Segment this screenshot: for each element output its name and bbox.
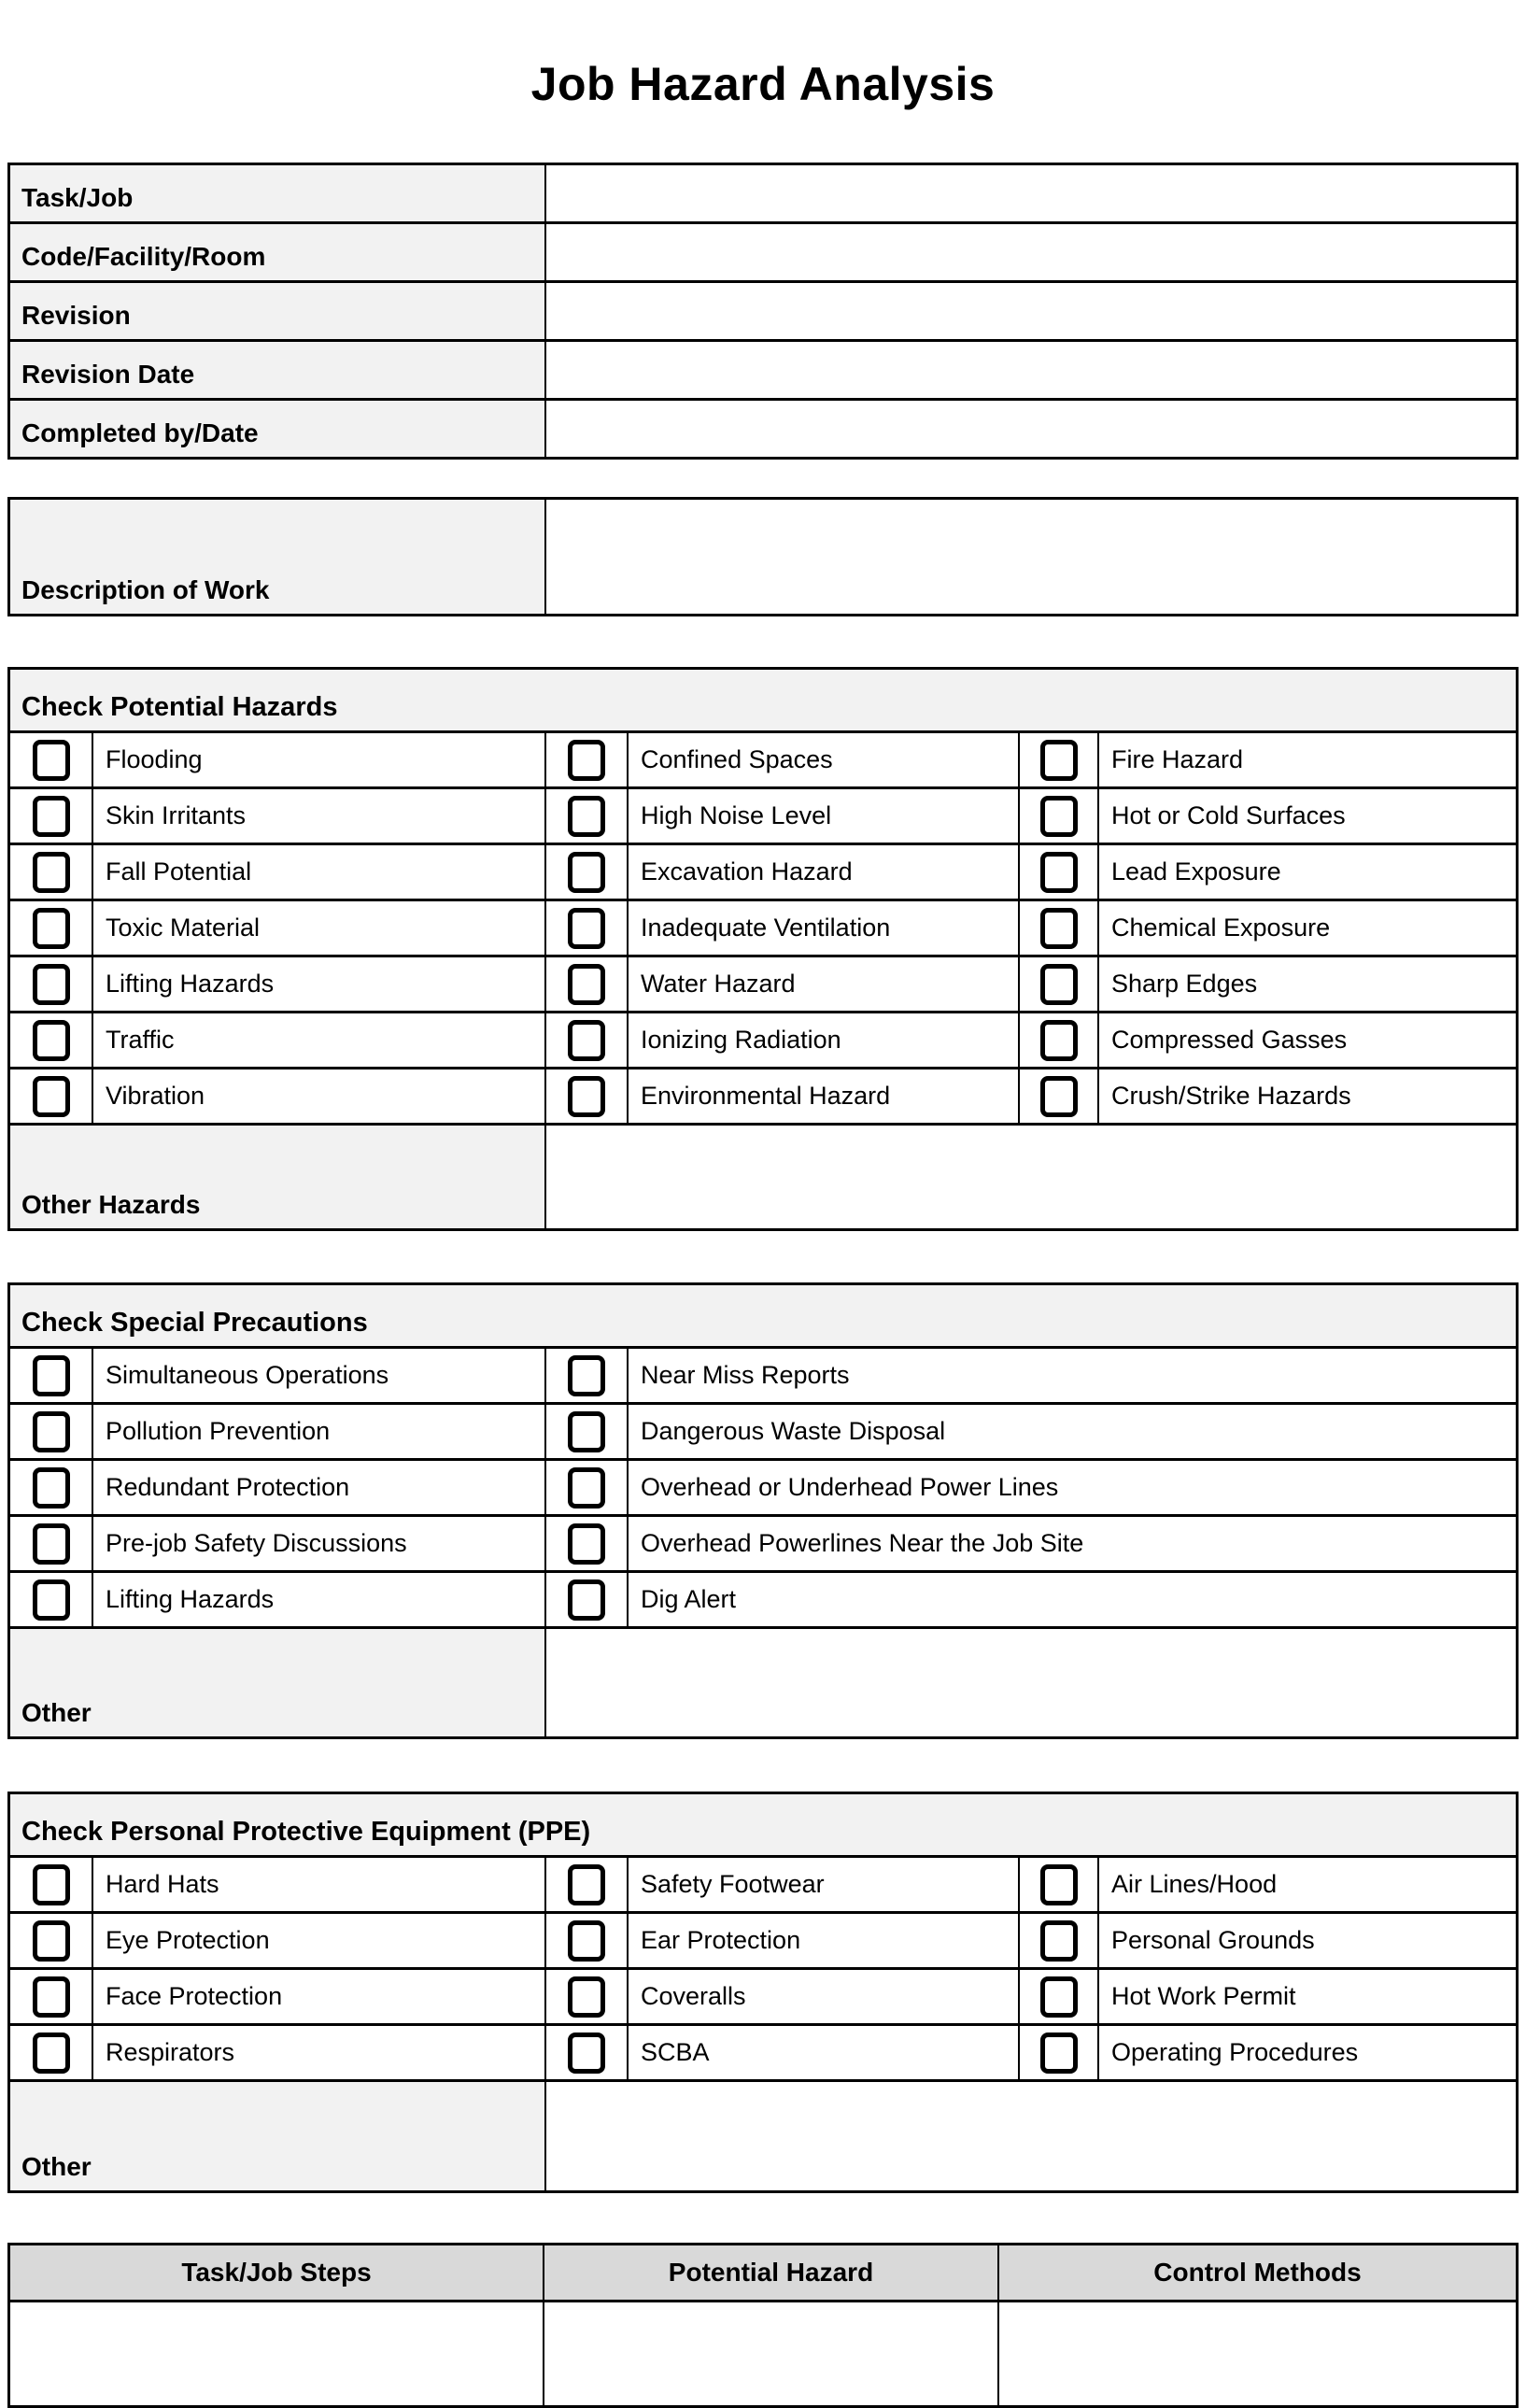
hazard-label: Toxic Material (92, 901, 544, 955)
hazard-label: Flooding (92, 733, 544, 786)
precautions-section-header: Check Special Precautions (10, 1285, 1516, 1346)
other-precautions-field[interactable] (544, 1629, 1516, 1736)
hazard-label: Traffic (92, 1013, 544, 1067)
hazard-cb-cell (10, 789, 92, 843)
revision-field[interactable] (544, 283, 1516, 339)
other-ppe-row (10, 2079, 1516, 2190)
hazard-cb-cell (544, 957, 627, 1011)
hazard-cb-cell (544, 1069, 627, 1123)
ppe-section-header: Check Personal Protective Equipment (PPE) (10, 1794, 1516, 1855)
ppe-label: Personal Grounds (1097, 1914, 1516, 1967)
checkbox-eye-protection[interactable] (33, 1920, 70, 1962)
ppe-row-4 (10, 2023, 1516, 2079)
ppe-cb-cell (1018, 2026, 1097, 2079)
checkbox-dangerous-waste-disposal[interactable] (568, 1411, 605, 1452)
checkbox-flooding[interactable] (33, 740, 70, 781)
precaution-label: Pre-job Safety Discussions (92, 1517, 544, 1570)
special-precautions-table (7, 1282, 1519, 1739)
checkbox-air-lines-hood[interactable] (1040, 1864, 1078, 1905)
precaution-label: Simultaneous Operations (92, 1349, 544, 1402)
other-hazards-label: Other Hazards (10, 1126, 544, 1228)
info-row-completed-by-date (10, 398, 1516, 457)
description-table (7, 497, 1519, 616)
ppe-cb-cell (544, 2026, 627, 2079)
precaution-cb-cell (544, 1461, 627, 1514)
hazard-label: Fall Potential (92, 845, 544, 899)
ppe-label: Operating Procedures (1097, 2026, 1516, 2079)
checkbox-pre-job-safety-discussions[interactable] (33, 1523, 70, 1565)
info-row-code-facility-room (10, 221, 1516, 280)
checkbox-hard-hats[interactable] (33, 1864, 70, 1905)
precaution-label: Overhead Powerlines Near the Job Site (627, 1517, 1516, 1570)
hazard-label: Crush/Strike Hazards (1097, 1069, 1516, 1123)
checkbox-inadequate-ventilation[interactable] (568, 908, 605, 949)
ppe-label: SCBA (627, 2026, 1018, 2079)
hazard-label: Environmental Hazard (627, 1069, 1018, 1123)
checkbox-fall-potential[interactable] (33, 852, 70, 893)
ppe-label: Hot Work Permit (1097, 1970, 1516, 2023)
page-title: Job Hazard Analysis (530, 58, 996, 110)
precaution-row-1 (10, 1346, 1516, 1402)
precaution-cb-cell (10, 1573, 92, 1626)
hazard-cb-cell (1018, 1013, 1097, 1067)
description-row (10, 500, 1516, 614)
ppe-cb-cell (544, 1914, 627, 1967)
info-row-revision-date (10, 339, 1516, 398)
ppe-label: Face Protection (92, 1970, 544, 2023)
checkbox-water-hazard[interactable] (568, 964, 605, 1005)
ppe-cb-cell (544, 1970, 627, 2023)
checkbox-vibration[interactable] (33, 1076, 70, 1117)
checkbox-overhead-or-underhead-power-lines[interactable] (568, 1467, 605, 1509)
hazard-label: Water Hazard (627, 957, 1018, 1011)
task-job-field[interactable] (544, 165, 1516, 221)
hazard-cb-cell (1018, 789, 1097, 843)
ppe-cb-cell (1018, 1970, 1097, 2023)
other-precautions-label: Other (10, 1629, 544, 1736)
checkbox-simultaneous-operations[interactable] (33, 1355, 70, 1396)
precaution-label: Pollution Prevention (92, 1405, 544, 1458)
potential-hazard-header: Potential Hazard (543, 2245, 997, 2300)
ppe-cb-cell (10, 1970, 92, 2023)
ppe-row-2 (10, 1911, 1516, 1967)
precaution-row-2 (10, 1402, 1516, 1458)
potential-hazards-table (7, 667, 1519, 1231)
hazard-label: Compressed Gasses (1097, 1013, 1516, 1067)
checkbox-lifting-hazards-precaution[interactable] (33, 1579, 70, 1621)
checkbox-confined-spaces[interactable] (568, 740, 605, 781)
code-facility-room-field[interactable] (544, 224, 1516, 280)
other-precautions-row (10, 1626, 1516, 1736)
precaution-cb-cell (10, 1461, 92, 1514)
precaution-cb-cell (10, 1517, 92, 1570)
ppe-label: Hard Hats (92, 1858, 544, 1911)
checkbox-excavation-hazard[interactable] (568, 852, 605, 893)
potential-hazard-field[interactable] (543, 2302, 997, 2405)
ppe-cb-cell (1018, 1858, 1097, 1911)
task-job-label: Task/Job (10, 165, 544, 221)
checkbox-toxic-material[interactable] (33, 908, 70, 949)
description-of-work-field[interactable] (544, 500, 1516, 614)
hazard-cb-cell (10, 901, 92, 955)
ppe-row-3 (10, 1967, 1516, 2023)
checkbox-lead-exposure[interactable] (1040, 852, 1078, 893)
ppe-cb-cell (10, 1914, 92, 1967)
checkbox-pollution-prevention[interactable] (33, 1411, 70, 1452)
hazard-label: Skin Irritants (92, 789, 544, 843)
info-table (7, 163, 1519, 460)
hazard-cb-cell (10, 733, 92, 786)
ppe-cb-cell (10, 2026, 92, 2079)
control-methods-field[interactable] (997, 2302, 1516, 2405)
hazard-cb-cell (1018, 733, 1097, 786)
code-facility-room-label: Code/Facility/Room (10, 224, 544, 280)
checkbox-fire-hazard[interactable] (1040, 740, 1078, 781)
steps-header-row (10, 2245, 1516, 2300)
checkbox-respirators[interactable] (33, 2033, 70, 2074)
revision-label: Revision (10, 283, 544, 339)
precaution-row-3 (10, 1458, 1516, 1514)
precaution-cb-cell (544, 1573, 627, 1626)
control-methods-header: Control Methods (997, 2245, 1516, 2300)
ppe-label: Air Lines/Hood (1097, 1858, 1516, 1911)
hazard-cb-cell (544, 789, 627, 843)
hazard-label: Fire Hazard (1097, 733, 1516, 786)
hazard-row-2 (10, 786, 1516, 843)
task-job-steps-header: Task/Job Steps (10, 2245, 543, 2300)
hazard-row-7 (10, 1067, 1516, 1123)
checkbox-lifting-hazards[interactable] (33, 964, 70, 1005)
checkbox-high-noise-level[interactable] (568, 796, 605, 837)
checkbox-compressed-gasses[interactable] (1040, 1020, 1078, 1061)
hazard-cb-cell (10, 1013, 92, 1067)
checkbox-hot-work-permit[interactable] (1040, 1976, 1078, 2018)
hazard-label: Inadequate Ventilation (627, 901, 1018, 955)
ppe-label: Coveralls (627, 1970, 1018, 2023)
hazard-row-5 (10, 955, 1516, 1011)
hazard-label: Vibration (92, 1069, 544, 1123)
checkbox-crush-strike-hazards[interactable] (1040, 1076, 1078, 1117)
checkbox-ionizing-radiation[interactable] (568, 1020, 605, 1061)
hazard-label: Chemical Exposure (1097, 901, 1516, 955)
info-row-revision (10, 280, 1516, 339)
completed-by-date-field[interactable] (544, 401, 1516, 457)
precaution-row-4 (10, 1514, 1516, 1570)
hazard-label: Ionizing Radiation (627, 1013, 1018, 1067)
checkbox-environmental-hazard[interactable] (568, 1076, 605, 1117)
hazards-section-header: Check Potential Hazards (10, 670, 1516, 730)
description-of-work-label: Description of Work (10, 500, 544, 614)
checkbox-safety-footwear[interactable] (568, 1864, 605, 1905)
hazard-label: Sharp Edges (1097, 957, 1516, 1011)
other-hazards-field[interactable] (544, 1126, 1516, 1228)
task-job-steps-field[interactable] (10, 2302, 543, 2405)
checkbox-skin-irritants[interactable] (33, 796, 70, 837)
checkbox-hot-or-cold-surfaces[interactable] (1040, 796, 1078, 837)
checkbox-traffic[interactable] (33, 1020, 70, 1061)
precaution-label: Overhead or Underhead Power Lines (627, 1461, 1516, 1514)
hazard-cb-cell (1018, 845, 1097, 899)
hazard-cb-cell (544, 845, 627, 899)
hazard-cb-cell (544, 733, 627, 786)
ppe-cb-cell (1018, 1914, 1097, 1967)
hazard-cb-cell (1018, 1069, 1097, 1123)
revision-date-label: Revision Date (10, 342, 544, 398)
hazard-label: Confined Spaces (627, 733, 1018, 786)
checkbox-chemical-exposure[interactable] (1040, 908, 1078, 949)
ppe-row-1 (10, 1855, 1516, 1911)
precaution-label: Dangerous Waste Disposal (627, 1405, 1516, 1458)
other-ppe-field[interactable] (544, 2082, 1516, 2190)
ppe-cb-cell (544, 1858, 627, 1911)
hazard-label: Lifting Hazards (92, 957, 544, 1011)
precaution-label: Near Miss Reports (627, 1349, 1516, 1402)
ppe-label: Safety Footwear (627, 1858, 1018, 1911)
precaution-cb-cell (544, 1349, 627, 1402)
steps-table (7, 2243, 1519, 2408)
precaution-cb-cell (544, 1517, 627, 1570)
hazard-row-6 (10, 1011, 1516, 1067)
hazard-cb-cell (10, 957, 92, 1011)
precaution-label: Redundant Protection (92, 1461, 544, 1514)
revision-date-field[interactable] (544, 342, 1516, 398)
hazard-cb-cell (544, 901, 627, 955)
hazard-label: Hot or Cold Surfaces (1097, 789, 1516, 843)
checkbox-redundant-protection[interactable] (33, 1467, 70, 1509)
precaution-label: Dig Alert (627, 1573, 1516, 1626)
hazard-label: Excavation Hazard (627, 845, 1018, 899)
hazard-label: Lead Exposure (1097, 845, 1516, 899)
checkbox-face-protection[interactable] (33, 1976, 70, 2018)
ppe-label: Respirators (92, 2026, 544, 2079)
precaution-cb-cell (10, 1405, 92, 1458)
precaution-cb-cell (544, 1405, 627, 1458)
other-ppe-label: Other (10, 2082, 544, 2190)
hazard-row-4 (10, 899, 1516, 955)
checkbox-dig-alert[interactable] (568, 1579, 605, 1621)
precaution-label: Lifting Hazards (92, 1573, 544, 1626)
checkbox-ear-protection[interactable] (568, 1920, 605, 1962)
ppe-table (7, 1792, 1519, 2193)
precaution-row-5 (10, 1570, 1516, 1626)
steps-body-row (10, 2300, 1516, 2405)
checkbox-scba[interactable] (568, 2033, 605, 2074)
checkbox-personal-grounds[interactable] (1040, 1920, 1078, 1962)
checkbox-near-miss-reports[interactable] (568, 1355, 605, 1396)
hazard-row-1 (10, 730, 1516, 786)
ppe-label: Eye Protection (92, 1914, 544, 1967)
ppe-cb-cell (10, 1858, 92, 1911)
checkbox-coveralls[interactable] (568, 1976, 605, 2018)
other-hazards-row (10, 1123, 1516, 1228)
checkbox-overhead-powerlines-near-the-job-site[interactable] (568, 1523, 605, 1565)
hazard-cb-cell (1018, 957, 1097, 1011)
hazard-label: High Noise Level (627, 789, 1018, 843)
hazard-cb-cell (10, 1069, 92, 1123)
checkbox-sharp-edges[interactable] (1040, 964, 1078, 1005)
hazard-cb-cell (1018, 901, 1097, 955)
precaution-cb-cell (10, 1349, 92, 1402)
hazard-cb-cell (10, 845, 92, 899)
hazard-cb-cell (544, 1013, 627, 1067)
hazard-row-3 (10, 843, 1516, 899)
ppe-label: Ear Protection (627, 1914, 1018, 1967)
checkbox-operating-procedures[interactable] (1040, 2033, 1078, 2074)
completed-by-date-label: Completed by/Date (10, 401, 544, 457)
info-row-task-job (10, 165, 1516, 221)
